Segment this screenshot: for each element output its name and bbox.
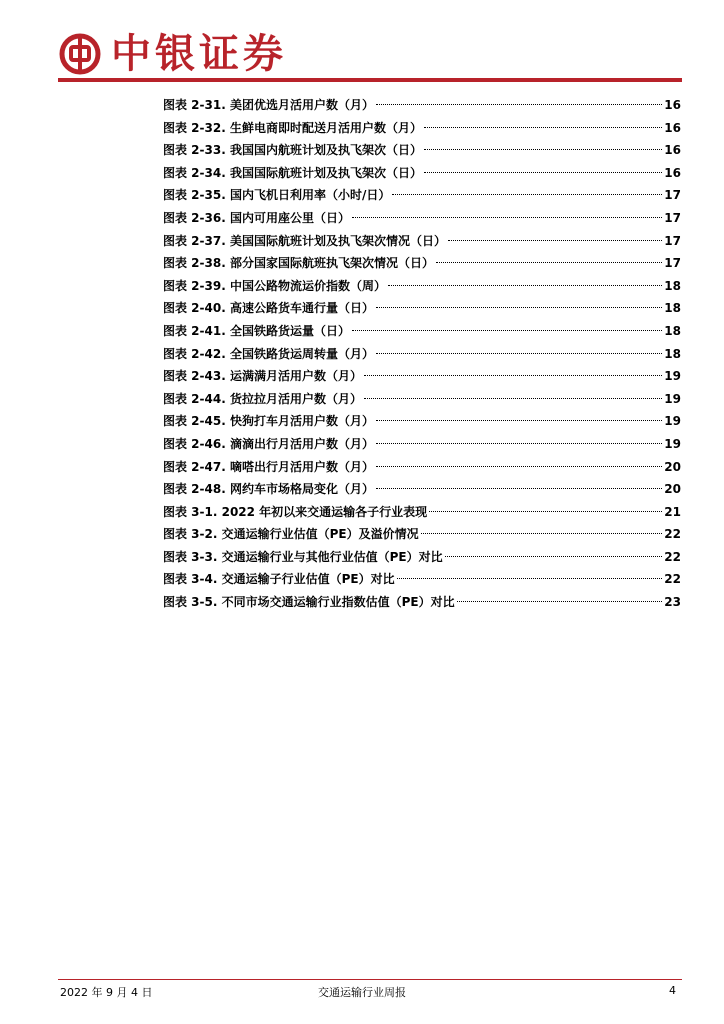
toc-entry-label: 图表 3-1. 2022 年初以来交通运输各子行业表现	[163, 504, 428, 519]
toc-entry-label: 图表 2-45. 快狗打车月活用户数（月）	[163, 414, 374, 429]
toc-entry-label: 图表 2-40. 高速公路货车通行量（日）	[163, 301, 374, 316]
toc-entry-label: 图表 2-32. 生鲜电商即时配送月活用户数（月）	[163, 120, 422, 135]
toc-entry[interactable]	[163, 139, 681, 162]
toc-entry-page: 19	[664, 414, 681, 429]
toc-entry-page: 23	[664, 595, 681, 610]
toc-entry-page: 17	[664, 256, 681, 271]
toc-dot-leader	[421, 532, 663, 534]
toc-entry-page: 17	[664, 233, 681, 248]
footer-date: 2022 年 9 月 4 日	[60, 986, 153, 999]
toc-entry-label: 图表 2-44. 货拉拉月活用户数（月）	[163, 391, 362, 406]
toc-entry-label: 图表 2-37. 美国国际航班计划及执飞架次情况（日）	[163, 233, 446, 248]
toc-entry-page: 16	[664, 98, 681, 112]
toc-dot-leader	[448, 239, 662, 241]
toc-entry-label: 图表 3-4. 交通运输子行业估值（PE）对比	[163, 572, 395, 587]
toc-entry-label: 图表 2-36. 国内可用座公里（日）	[163, 210, 350, 225]
toc-dot-leader	[376, 103, 662, 105]
toc-entry-label: 图表 2-46. 滴滴出行月活用户数（月）	[163, 436, 374, 451]
toc-entry[interactable]	[163, 207, 681, 230]
toc-dot-leader	[424, 171, 662, 173]
toc-entry-page: 19	[664, 436, 681, 451]
toc-entry[interactable]	[163, 230, 681, 253]
toc-entry-page: 21	[664, 504, 681, 519]
toc-entry[interactable]	[163, 410, 681, 433]
toc-entry-label: 图表 2-42. 全国铁路货运周转量（月）	[163, 346, 374, 361]
toc-entry-label: 图表 2-34. 我国国际航班计划及执飞架次（日）	[163, 165, 422, 180]
toc-entry[interactable]	[163, 501, 681, 524]
toc-entry[interactable]	[163, 94, 681, 117]
toc-entry-label: 图表 2-41. 全国铁路货运量（日）	[163, 323, 350, 338]
toc-entry-label: 图表 2-39. 中国公路物流运价指数（周）	[163, 278, 386, 293]
toc-dot-leader	[364, 374, 662, 376]
toc-entry[interactable]	[163, 365, 681, 388]
toc-entry-page: 18	[664, 323, 681, 338]
header-rule	[58, 78, 682, 82]
toc-entry-page: 16	[664, 120, 681, 135]
toc-entry[interactable]	[163, 343, 681, 366]
toc-dot-leader	[424, 126, 662, 128]
toc-entry[interactable]	[163, 275, 681, 298]
toc-dot-leader	[429, 510, 662, 512]
toc-entry-page: 18	[664, 346, 681, 361]
toc-entry-page: 18	[664, 278, 681, 293]
toc-entry-page: 20	[664, 459, 681, 474]
toc-entry-page: 18	[664, 301, 681, 316]
toc-entry-label: 图表 2-35. 国内飞机日利用率（小时/日）	[163, 188, 391, 203]
toc-entry-label: 图表 3-3. 交通运输行业与其他行业估值（PE）对比	[163, 549, 443, 564]
toc-entry[interactable]	[163, 297, 681, 320]
toc-entry[interactable]	[163, 523, 681, 546]
toc-entry[interactable]	[163, 568, 681, 591]
toc-entry-label: 图表 2-31. 美团优选月活用户数（月）	[163, 98, 374, 112]
toc-entry[interactable]	[163, 162, 681, 185]
toc-dot-leader	[436, 261, 662, 263]
toc-dot-leader	[376, 352, 662, 354]
toc-entry-page: 17	[664, 210, 681, 225]
logo-text: 中银证券	[111, 30, 287, 77]
toc-entry[interactable]	[163, 591, 681, 614]
toc-entry[interactable]	[163, 456, 681, 479]
toc-dot-leader	[388, 284, 662, 286]
toc-entry-page: 19	[664, 391, 681, 406]
table-of-figures	[163, 94, 681, 614]
toc-entry[interactable]	[163, 117, 681, 140]
toc-entry-page: 20	[664, 482, 681, 497]
bank-of-china-logo-icon	[59, 33, 101, 75]
toc-dot-leader	[376, 465, 662, 467]
toc-dot-leader	[364, 397, 662, 399]
toc-entry-page: 22	[664, 572, 681, 587]
toc-dot-leader	[424, 148, 662, 150]
toc-entry-label: 图表 2-38. 部分国家国际航班执飞架次情况（日）	[163, 256, 434, 271]
footer-rule	[58, 979, 682, 980]
toc-dot-leader	[352, 216, 662, 218]
toc-entry-page: 22	[664, 549, 681, 564]
toc-entry-page: 22	[664, 527, 681, 542]
toc-entry[interactable]	[163, 184, 681, 207]
toc-entry-label: 图表 2-43. 运满满月活用户数（月）	[163, 369, 362, 384]
toc-entry-label: 图表 3-5. 不同市场交通运输行业指数估值（PE）对比	[163, 595, 455, 610]
toc-dot-leader	[397, 577, 663, 579]
toc-entry-page: 16	[664, 165, 681, 180]
toc-entry-label: 图表 2-47. 嘀嗒出行月活用户数（月）	[163, 459, 374, 474]
toc-dot-leader	[376, 419, 662, 421]
toc-dot-leader	[352, 329, 662, 331]
toc-entry[interactable]	[163, 320, 681, 343]
toc-dot-leader	[376, 306, 662, 308]
toc-entry[interactable]	[163, 478, 681, 501]
toc-entry[interactable]	[163, 433, 681, 456]
toc-entry-page: 19	[664, 369, 681, 384]
toc-dot-leader	[376, 487, 662, 489]
toc-dot-leader	[457, 600, 663, 602]
toc-entry-label: 图表 3-2. 交通运输行业估值（PE）及溢价情况	[163, 527, 419, 542]
toc-dot-leader	[376, 442, 662, 444]
toc-entry-label: 图表 2-48. 网约车市场格局变化（月）	[163, 482, 374, 497]
toc-entry[interactable]	[163, 252, 681, 275]
toc-dot-leader	[392, 193, 662, 195]
toc-dot-leader	[445, 555, 663, 557]
footer-page-number: 4	[669, 984, 676, 997]
toc-entry-page: 17	[664, 188, 681, 203]
toc-entry[interactable]	[163, 546, 681, 569]
toc-entry[interactable]	[163, 388, 681, 411]
toc-entry-page: 16	[664, 143, 681, 158]
toc-entry-label: 图表 2-33. 我国国内航班计划及执飞架次（日）	[163, 143, 422, 158]
footer-report-title: 交通运输行业周报	[318, 986, 406, 999]
page-header	[0, 0, 724, 85]
